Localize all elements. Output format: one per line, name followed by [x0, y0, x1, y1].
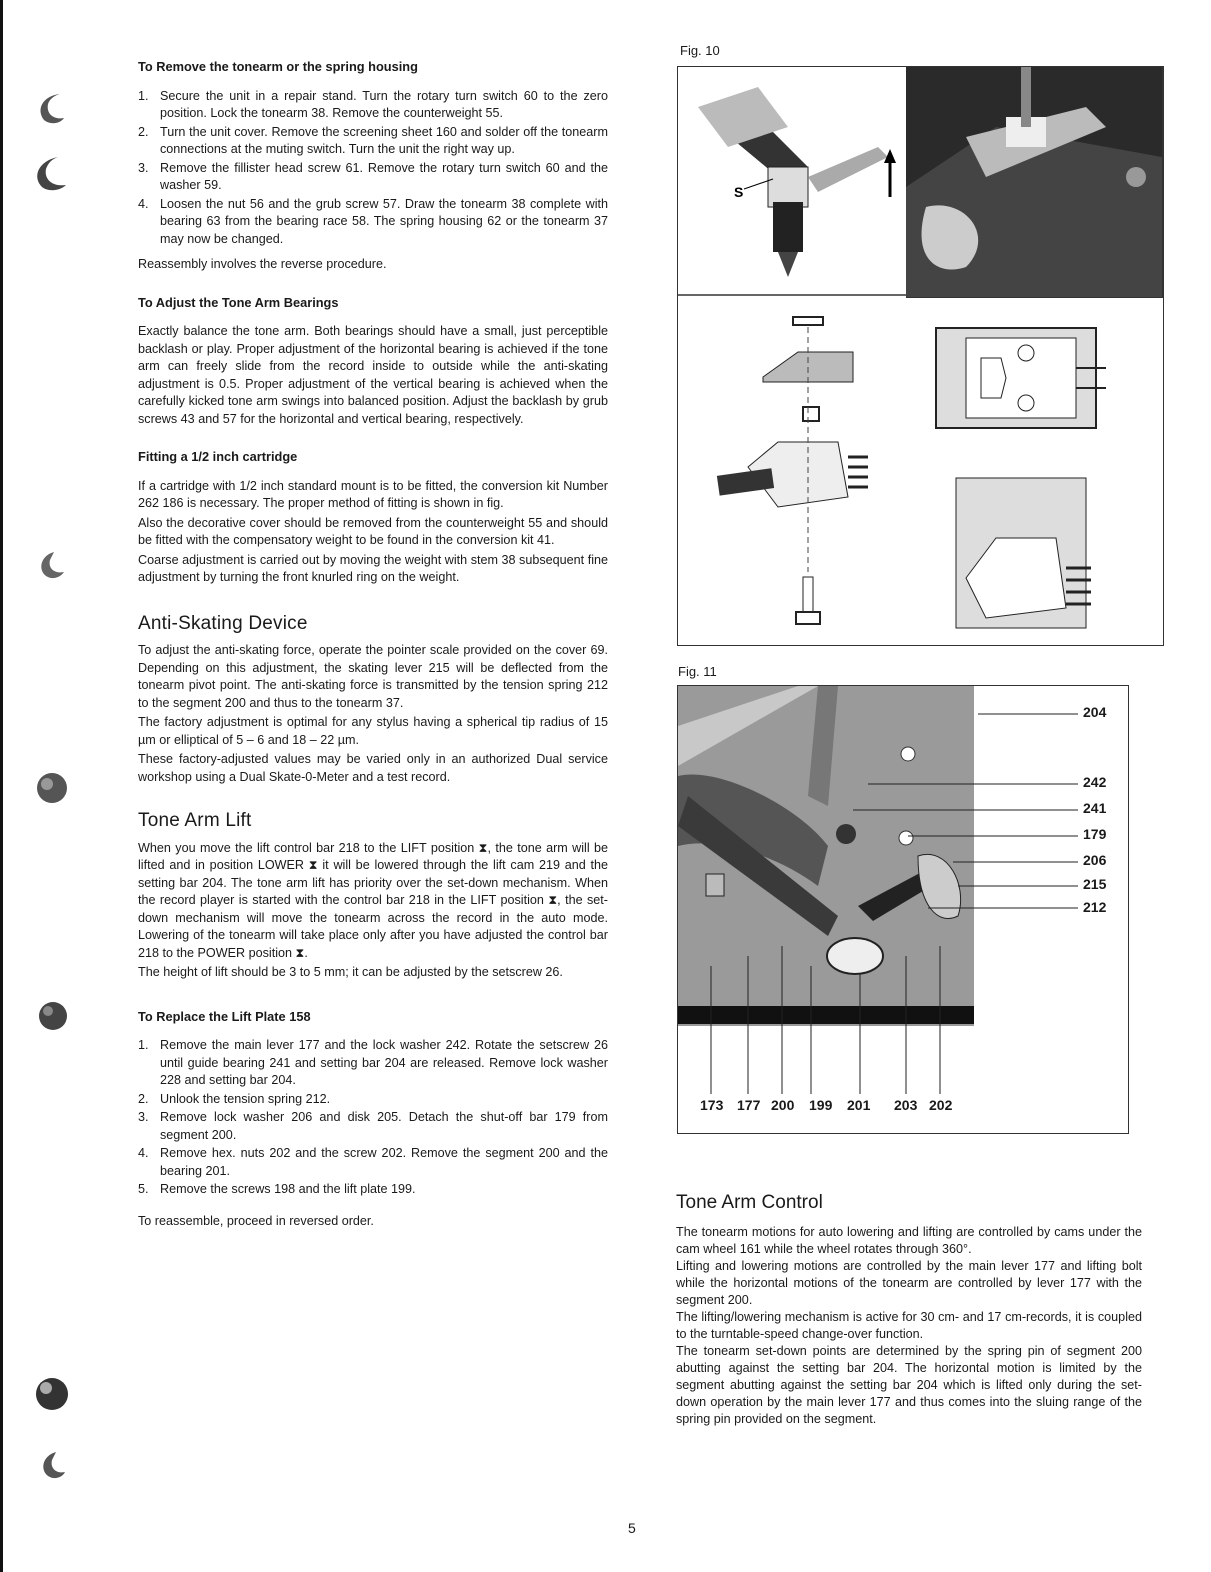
- paragraph: The lifting/lowering mechanism is active for 30 cm- and 17 cm-records, it is coupled to the turntable-speed change-over function.: [676, 1310, 1142, 1341]
- step-number: 3.: [138, 1110, 149, 1124]
- step-number: 2.: [138, 1091, 149, 1106]
- section-tone-arm-control: [676, 1224, 1142, 1428]
- section-cartridge: [138, 448, 608, 587]
- fig10-detail: [906, 297, 1164, 646]
- section-heading: Anti-Skating Device: [138, 612, 308, 634]
- paragraph: The tonearm motions for auto lowering and lifting are controlled by cams under the cam wheel 161 while the wheel rotates through 360°.: [676, 1225, 1142, 1256]
- paragraph: Coarse adjustment is carried out by moving the weight with stem 38 subsequent fine adjustment by turning the front knurled ring on the weight.: [138, 552, 608, 584]
- step-text: Remove hex. nuts 202 and the screw 202. Remove the segment 200 and the bearing 201.: [160, 1146, 608, 1178]
- list-item: [138, 1145, 608, 1180]
- paragraph: The factory adjustment is optimal for any stylus having a spherical tip radius of 15 µm or elliptical of 5 – 6 and 18 – 22 µm.: [138, 715, 608, 747]
- callout-label: 177: [737, 1097, 761, 1113]
- paragraph: When you move the lift control bar 218 to the LIFT position ⧗, the tone arm will be lifted and in position LOWER ⧗ it will be lowered through the lift cam 219 and the setting bar 204. The tone arm lift has priority over the set-down mechanism. When the record player is started with the control bar 218 in the LIFT position ⧗, the set-down mechanism will move the tonearm across the record in the auto mode. Lowering of the tonearm will take place only after you have adjusted the control bar 218 to the POWER position ⧗.: [138, 840, 608, 960]
- binding-edge: [0, 0, 3, 1572]
- step-number: 2.: [138, 124, 149, 139]
- fig11-drawing: [678, 686, 1130, 1135]
- list-item: [138, 1109, 608, 1144]
- paragraph: To adjust the anti-skating force, operate the pointer scale provided on the cover 69. Depending on this adjustment, the skating lever 215 will be deflected from the tonearm pivot point. The anti-skating force is transmitted by the tension spring 212 to the segment 200 and thus to the tonearm 37.: [138, 643, 608, 710]
- step-text: Remove the fillister head screw 61. Remove the rotary turn switch 60 and the washer 59.: [160, 160, 608, 192]
- step-text: Remove lock washer 206 and disk 205. Detach the shut-off bar 179 from segment 200.: [160, 1110, 608, 1142]
- callout-label: 242: [1083, 774, 1107, 790]
- section-anti-skating: [138, 612, 608, 787]
- section-heading: Fitting a 1/2 inch cartridge: [138, 449, 298, 464]
- callout-label: 241: [1083, 800, 1107, 816]
- step-number: 1.: [138, 88, 149, 103]
- step-text: Secure the unit in a repair stand. Turn the rotary turn switch 60 to the zero position. Lock the tonearm 38. Remove the counterweight 55.: [160, 88, 608, 120]
- step-number: 3.: [138, 160, 149, 175]
- step-number: 1.: [138, 1038, 149, 1052]
- punch-hole: [30, 1374, 68, 1412]
- step-text: Turn the unit cover. Remove the screening sheet 160 and solder off the tonearm connections at the muting switch. Turn the unit the right way up.: [160, 124, 608, 156]
- section-adjust-bearings: [138, 294, 608, 429]
- list-item: [138, 1181, 608, 1199]
- paragraph: Also the decorative cover should be removed from the counterweight 55 and should be fitted with the compensatory weight to be found in the conversion kit 41.: [138, 515, 608, 547]
- left-column: [138, 58, 608, 1250]
- section-footer: Reassembly involves the reverse procedure.: [138, 257, 387, 271]
- paragraph: Exactly balance the tone arm. Both bearings should have a small, just perceptible backlash or play. Proper adjustment of the horizontal bearing is achieved if the tone arm can freely slide from the record inside to outside while the anti-skating adjustment is 0.5. Proper adjustment of the vertical bearing is achieved when the carefully kicked tone arm swings into balanced position. Adjust the backlash by grub screws 43 and 57 for the horizontal and vertical bearing, respectively.: [138, 324, 608, 426]
- list-item: [138, 196, 608, 249]
- punch-hole: [30, 996, 68, 1034]
- list-item: [138, 160, 608, 195]
- callout-label: 201: [847, 1097, 871, 1113]
- section-heading: To Replace the Lift Plate 158: [138, 1008, 311, 1024]
- paragraph: The tonearm set-down points are determined by the spring pin of segment 200 abutting against the setting bar 204. The horizontal motion is limited by the segment abutting against the setting bar 204 which is lifted only during the set-down operation by the main lever 177 and thus comes into the sluing range of the spring pin provided on the segment.: [676, 1344, 1142, 1426]
- fig10-photo: [906, 66, 1164, 298]
- paragraph: The height of lift should be 3 to 5 mm; it can be adjusted by the setscrew 26.: [138, 965, 563, 979]
- section-heading: Tone Arm Control: [676, 1192, 823, 1213]
- fig10-detail-drawing: [906, 298, 1162, 645]
- step-list: [138, 88, 608, 249]
- list-item: [138, 1091, 608, 1109]
- step-number: 5.: [138, 1182, 149, 1196]
- callout-label: 206: [1083, 852, 1107, 868]
- section-replace-lift-plate: [138, 1008, 608, 1231]
- step-text: Remove the screws 198 and the lift plate 199.: [160, 1182, 416, 1196]
- step-text: Remove the main lever 177 and the lock washer 242. Rotate the setscrew 26 until guide bearing 241 and setting bar 204 are released. Remove lock washer 228 and setting bar 204.: [160, 1038, 608, 1087]
- section-tone-arm-lift: [138, 812, 608, 982]
- punch-hole: [30, 155, 68, 193]
- step-list: [138, 1037, 608, 1199]
- fig10-label: Fig. 10: [680, 43, 720, 58]
- punch-hole: [30, 768, 68, 806]
- paragraph: These factory-adjusted values may be varied only in an authorized Dual service workshop using a Dual Skate-0-Meter and a test record.: [138, 752, 608, 784]
- callout-label: 215: [1083, 876, 1107, 892]
- fig11-label: Fig. 11: [678, 664, 717, 679]
- callout-label: 200: [771, 1097, 795, 1113]
- fig11-frame: [677, 685, 1129, 1134]
- fig10-photo-drawing: [906, 67, 1162, 297]
- callout-label: 202: [929, 1097, 953, 1113]
- step-text: Loosen the nut 56 and the grub screw 57. Draw the tonearm 38 complete with bearing 63 from the bearing race 58. The spring housing 62 or the tonearm 37 may now be changed.: [160, 196, 608, 246]
- callout-label: 173: [700, 1097, 724, 1113]
- callout-label: 199: [809, 1097, 833, 1113]
- section-heading: To Remove the tonearm or the spring housing: [138, 59, 418, 74]
- paragraph: If a cartridge with 1/2 inch standard mount is to be fitted, the conversion kit Number 262 186 is necessary. The proper method of fitting is shown in fig.: [138, 478, 608, 510]
- punch-hole: [30, 1446, 68, 1484]
- punch-hole: [30, 546, 68, 584]
- callout-label: 204: [1083, 704, 1107, 720]
- callout-label: 203: [894, 1097, 918, 1113]
- list-item: [138, 124, 608, 159]
- step-number: 4.: [138, 196, 149, 211]
- list-item: [138, 1037, 608, 1090]
- list-item: [138, 88, 608, 123]
- fig10-marker-s: S: [734, 184, 744, 200]
- section-heading: To Adjust the Tone Arm Bearings: [138, 294, 339, 310]
- section-heading: Tone Arm Lift: [138, 810, 252, 831]
- page-number: 5: [628, 1520, 636, 1536]
- paragraph: Lifting and lowering motions are controlled by the main lever 177 and lifting bolt while the horizontal motions of the tonearm are controlled by lever 177 with the segment 200.: [676, 1259, 1142, 1307]
- step-text: Unlook the tension spring 212.: [160, 1091, 331, 1106]
- section-footer: To reassemble, proceed in reversed order.: [138, 1213, 374, 1228]
- callout-label: 212: [1083, 899, 1107, 915]
- section-remove-tonearm: [138, 58, 608, 274]
- step-number: 4.: [138, 1146, 149, 1160]
- punch-hole: [30, 90, 68, 128]
- callout-label: 179: [1083, 826, 1107, 842]
